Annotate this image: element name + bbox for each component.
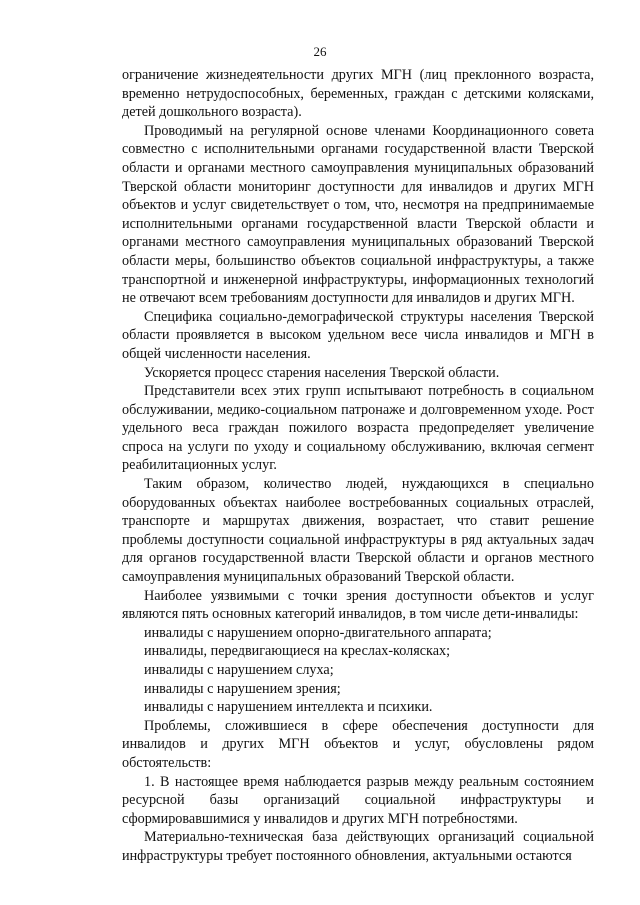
paragraph-monitoring: Проводимый на регулярной основе членами Координационного совета совместно с исполнительными органами государственной власти Тверской области и органами местного самоуправления муниципальных образований Тверской области мониторинг доступности для инвалидов и других МГН объектов и услуг свидетельствует о том, что, несмотря на предпринимаемые исполнительными органами государственной власти Тверской области и органами местного самоуправления муниципальных образований Тверской области меры, большинство объектов социальной инфраструктуры, а также транспортной и инженерной инфраструктуры, информационных технологий не отвечают всем требованиям доступности для инвалидов и других МГН. — [122, 122, 594, 307]
list-item: инвалиды с нарушением зрения; — [144, 680, 341, 697]
list-item: инвалиды с нарушением опорно-двигательного аппарата; — [144, 624, 492, 641]
paragraph-point-1: 1. В настоящее время наблюдается разрыв между реальным состоянием ресурсной базы организаций социальной инфраструктуры и сформировавшимися у инвалидов и других МГН потребностями. — [122, 773, 594, 827]
paragraph-aging: Ускоряется процесс старения населения Тверской области. — [144, 364, 500, 381]
paragraph-categories-intro: Наиболее уязвимыми с точки зрения доступности объектов и услуг являются пять основных категорий инвалидов, в том числе дети-инвалиды: — [122, 587, 594, 623]
paragraph-conclusion: Таким образом, количество людей, нуждающихся в специально оборудованных объектах наиболее востребованных социальных отраслей, транспорте и маршрутах движения, возрастает, что ставит решение проблемы доступности социальной инфраструктуры в ряд актуальных задач для органов государственной власти Тверской области и органов местного самоуправления муниципальных образований Тверской области. — [122, 476, 594, 586]
list-item: инвалиды, передвигающиеся на креслах-колясках; — [144, 643, 451, 660]
list-item: инвалиды с нарушением интеллекта и психики. — [144, 699, 433, 716]
list-item: инвалиды с нарушением слуха; — [144, 662, 334, 678]
paragraph-material-base: Материально-техническая база действующих организаций социальной инфраструктуры требует постоянного обновления, актуальными остаются — [122, 829, 594, 864]
document-body — [122, 66, 594, 866]
page-number: 26 — [313, 44, 327, 59]
paragraph-demographics: Специфика социально-демографической структуры населения Тверской области проявляется в высоком удельном весе числа инвалидов и МГН в общей численности населения. — [122, 308, 594, 362]
paragraph-continuation: ограничение жизнедеятельности других МГН (лиц преклонного возраста, временно нетрудоспособных, беременных, граждан с детскими колясками, детей дошкольного возраста). — [122, 67, 594, 121]
paragraph-needs: Представители всех этих групп испытывают потребность в социальном обслуживании, медико-социальном патронаже и долговременном уходе. Рост удельного веса граждан пожилого возраста предопределяет увеличение спроса на услуги по уходу и социальному обслуживанию, включая сегмент реабилитационных услуг. — [122, 383, 594, 474]
paragraph-problems: Проблемы, сложившиеся в сфере обеспечения доступности для инвалидов и других МГН объектов и услуг, обусловлены рядом обстоятельств: — [122, 717, 594, 771]
